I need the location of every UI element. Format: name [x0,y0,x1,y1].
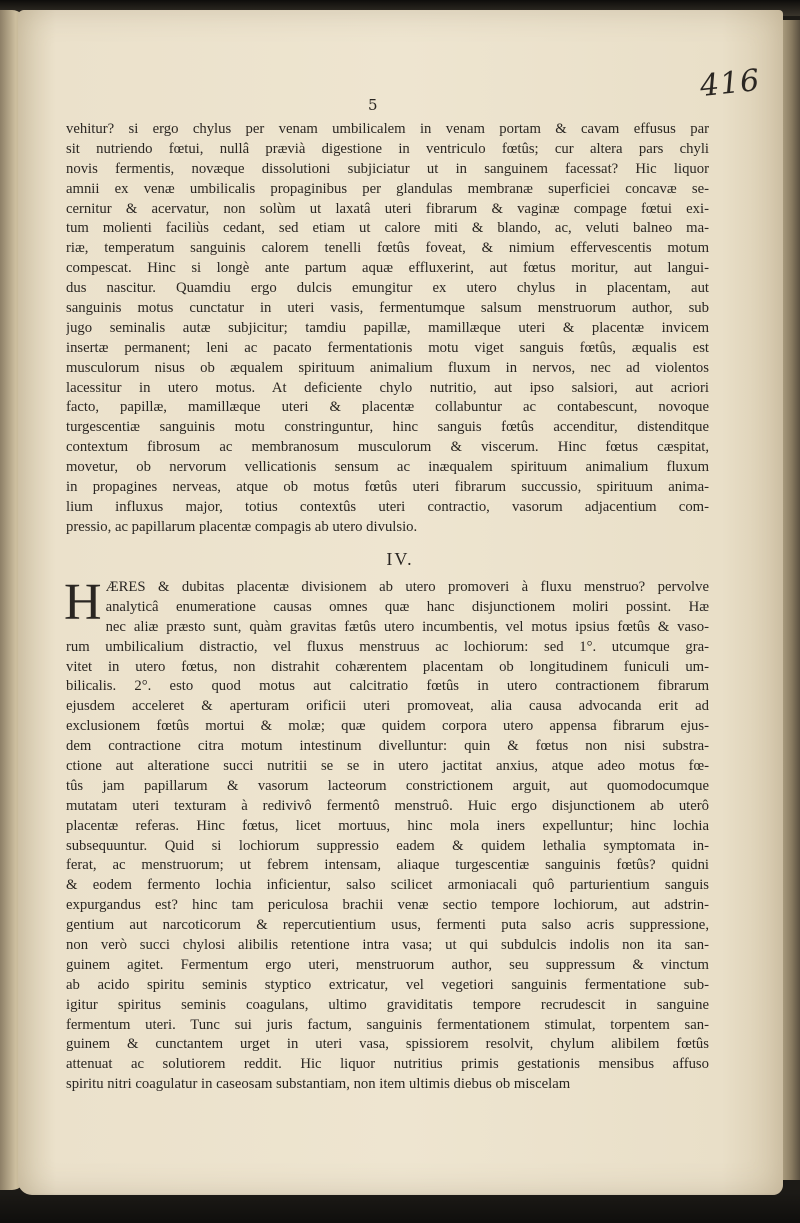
text-line: ÆRES & dubitas placentæ divisionem ab utero promoveri à fluxu menstruo? pervolve [105,579,709,595]
text-line: tum molienti faciliùs cedant, sed etiam ut calore miti & blando, ac, veluti balneo ma- [66,220,709,237]
text-line: lium influxus major, totius contextûs uteri contractio, vasorum adjacentium com- [66,498,709,515]
text-line: guinem & cunctantem urget in uteri vasa, spissiorem resolvit, chylum alibilem fœtûs [66,1036,709,1053]
paragraph-section-iv [64,574,709,1095]
text-line: ferat, ac menstruorum; ut febrem intensam, aliaque turgescentiæ sanguinis fœtûs? quidni [66,857,709,874]
paragraph-continued [66,120,709,538]
text-line: amnii ex venæ umbilicalis propaginibus per glandulas membranæ superficiei concavæ se- [66,180,709,197]
text-line: placentæ referas. Hinc fœtus, licet mortuus, hinc mola iners expelluntur; hinc lochia [66,817,709,834]
text-line: cernitur & acervatur, non solùm ut laxatâ uteri fibrarum & vaginæ compage fœtui exi- [66,200,709,217]
section-heading: IV. [386,549,414,569]
text-line: insertæ permanent; leni ac pacato fermentationis motu viget sanguis fœtûs, æqualis est [66,339,709,356]
text-line: tûs jam papillarum & vasorum lacteorum constrictionem arguit, aut quomodocumque [66,777,709,794]
text-line: fermentum uteri. Tunc sui juris factum, sanguinis fermentationem stimulat, torpentem san- [66,1016,709,1033]
text-line: subsequuntur. Quid si lochiorum suppressio eadem & quidem lethalia symptomata in- [66,837,709,854]
text-line: igitur spiritus seminis coagulans, ultimo graviditatis tempore recrudescit in sanguine [66,996,709,1013]
text-line: compescat. Hinc si longè ante partum aquæ effluxerint, aut fœtus moritur, aut langui- [66,260,709,277]
signature-mark: 5 [368,96,378,114]
text-line: sit nutriendo fœtui, nullâ prævià digestione in ventriculo fœtûs; cur altera pars chyli [66,140,709,157]
text-line: turgescentiæ sanguinis motu constringuntur, hinc sanguis fœtûs accenditur, distenditque [66,419,709,436]
text-line: bilicalis. 2°. esto quod motus aut calcitratio fœtûs in utero contractionem fibrarum [66,678,709,695]
text-line: spiritu nitri coagulatur in caseosam substantiam, non item ultimis diebus ob miscelam [66,1076,571,1093]
text-line: ctione aut alteratione succi nutritii se se in utero jactitat anxius, atque adeo motus fœ- [66,758,709,775]
text-line: pressio, ac papillarum placentæ compagis ab utero divulsio. [66,518,418,535]
text-line: novis fermentis, novæque dissolutioni subjiciatur ut in sanguinem facessat? Hic liquor [66,160,709,177]
text-line: attenuat ac solutiorem reddit. Hic liquor nutritius primis gestationis mensibus affuso [66,1056,709,1073]
text-line: mutatam uteri texturam à redivivô fermentô menstruô. Huic ergo disjunctionem ab uterô [66,797,709,814]
page-number: 416 [698,62,762,105]
text-line: dus nascitur. Quamdiu ergo dulcis emungitur ex utero chylus in placentam, aut [66,280,709,297]
text-line: & eodem fermento lochia inficientur, salso scilicet armoniacali quô parturientium sanguis [66,877,709,894]
text-line: contextum fibrosum ac membranosum musculorum & viscerum. Hinc fœtus cæspitat, [66,439,709,456]
text-line: facto, papillæ, mamillæque uteri & placentæ collabuntur ac contabescunt, novoque [66,399,709,416]
text-line: gentium aut narcoticorum & repercutientium usus, fermenti puta salso acris suppressione, [66,917,709,934]
text-line: vitet in utero fœtus, non distrahit cohærentem placentam ob longitudinem funiculi um- [66,658,709,675]
text-line: jugo seminalis autæ subjicitur; tamdiu papillæ, mamillæque uteri & placentæ invicem [66,319,709,336]
text-line: movetur, ob nervorum vellicationis sensum ac inæqualem spirituum animalium fluxum [66,459,709,476]
bottom-shadow [0,1193,800,1223]
text-line: guinem agitet. Fermentum ergo uteri, menstruorum author, seu suppressum & vinctum [66,956,709,973]
text-line: dem contractione citra motum intestinum divelluntur: quin & fœtus non nisi substra- [66,738,709,755]
text-line: musculorum nisus ob æqualem spirituum animalium fluxum in nervos, nec ad violentos [66,359,709,376]
text-line: lacessitur in utero motus. At deficiente chylo nutritio, aut ipso salsiori, aut acriori [66,379,709,396]
text-line: nec aliæ præsto sunt, quàm gravitas fætûs utero incumbentis, vel motus ipsius fœtûs & vaso- [105,618,709,635]
text-line: sanguinis motus cunctatur in uteri vasis, fermentumque salsum menstruorum author, sub [66,300,709,317]
text-line: ejusdem acceleret & aperturam orificii uteri promoveat, alia causa advocanda erit ad [66,698,709,715]
text-line: in propagines nerveas, atque ob motus fœtûs uteri fibrarum succussio, spirituum anima- [66,479,709,496]
text-line: analyticâ enumeratione causas omnes quæ hanc disjunctionem moliri possint. Hæ [105,598,709,615]
drop-cap: H [64,574,102,631]
text-line: expurgandus est? hinc tam periculosa brachii venæ sectio tempore lochiorum, aut adstrin- [66,897,709,914]
text-line: non verò succi chylosi alibilis retentione intra vasa; ut qui subdulcis indolis non ita san- [66,937,709,954]
text-line: riæ, temperatum sanguinis calorem tenelli fœtûs foveat, & nimium effervescentis motum [66,240,709,257]
text-line: rum umbilicalium distractio, vel fluxus menstruus ac lochiorum: sed 1°. utcumque gra- [66,638,709,655]
text-line: exclusionem fœtûs mortui & molæ; quæ quidem corpora utero appensa fibrarum ejus- [66,718,709,735]
text-line: ab acido spiritu seminis styptico extricatur, vel vegetiori sanguinis fermentatione sub- [66,976,709,993]
text-line: vehitur? si ergo chylus per venam umbilicalem in venam portam & cavam effusus par [66,121,709,137]
